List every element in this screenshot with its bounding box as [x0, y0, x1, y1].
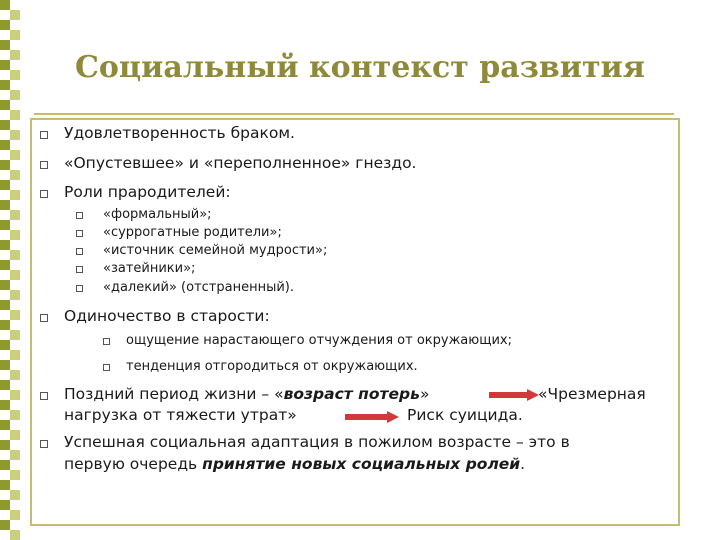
late-period-emphasis: возраст потерь — [283, 385, 420, 403]
item-late-period — [64, 385, 429, 404]
title-divider — [34, 113, 674, 115]
loneliness-sub-item: тенденция отгородиться от окружающих. — [126, 359, 418, 374]
sub-bullet-icon — [103, 338, 110, 345]
adaptation-suffix: . — [520, 455, 526, 473]
arrow-right-icon — [345, 411, 399, 423]
role-item: «формальный»; — [103, 207, 212, 222]
item-nest: «Опустевшее» и «переполненное» гнездо. — [64, 154, 417, 172]
bullet-icon — [40, 131, 48, 139]
adaptation-line1: Успешная социальная адаптация в пожилом возрасте – это в — [64, 433, 570, 451]
suicide-risk: Риск суицида. — [407, 406, 523, 424]
late-period-after-arrow: «Чрезмерная — [538, 385, 646, 403]
item-grandparents: Роли прародителей: — [64, 183, 231, 201]
item-loneliness: Одиночество в старости: — [64, 307, 270, 325]
role-item: «суррогатные родители»; — [103, 225, 282, 240]
role-item: «далекий» (отстраненный). — [103, 280, 295, 295]
sub-bullet-icon — [76, 230, 83, 237]
role-item: «источник семейной мудрости»; — [103, 243, 328, 258]
bullet-icon — [40, 314, 48, 322]
bullet-icon — [40, 440, 48, 448]
role-item: «затейники»; — [103, 261, 196, 276]
bullet-icon — [40, 190, 48, 198]
decorative-strip — [0, 0, 22, 540]
adaptation-prefix: первую очередь — [64, 455, 203, 473]
late-period-line2: нагрузка от тяжести утрат» — [64, 406, 297, 424]
arrow-right-icon — [489, 389, 539, 401]
bullet-icon — [40, 392, 48, 400]
loneliness-sub-item: ощущение нарастающего отчуждения от окружающих; — [126, 333, 512, 348]
sub-bullet-icon — [76, 266, 83, 273]
sub-bullet-icon — [76, 212, 83, 219]
adaptation-emphasis: принятие новых социальных ролей — [202, 455, 521, 473]
slide-title: Социальный контекст развития — [75, 50, 645, 85]
sub-bullet-icon — [76, 285, 83, 292]
adaptation-line2 — [64, 455, 525, 474]
sub-bullet-icon — [76, 248, 83, 255]
bullet-icon — [40, 161, 48, 169]
late-period-suffix: » — [419, 385, 430, 403]
sub-bullet-icon — [103, 364, 110, 371]
item-marriage: Удовлетворенность браком. — [64, 124, 295, 142]
late-period-prefix: Поздний период жизни – « — [64, 385, 284, 403]
